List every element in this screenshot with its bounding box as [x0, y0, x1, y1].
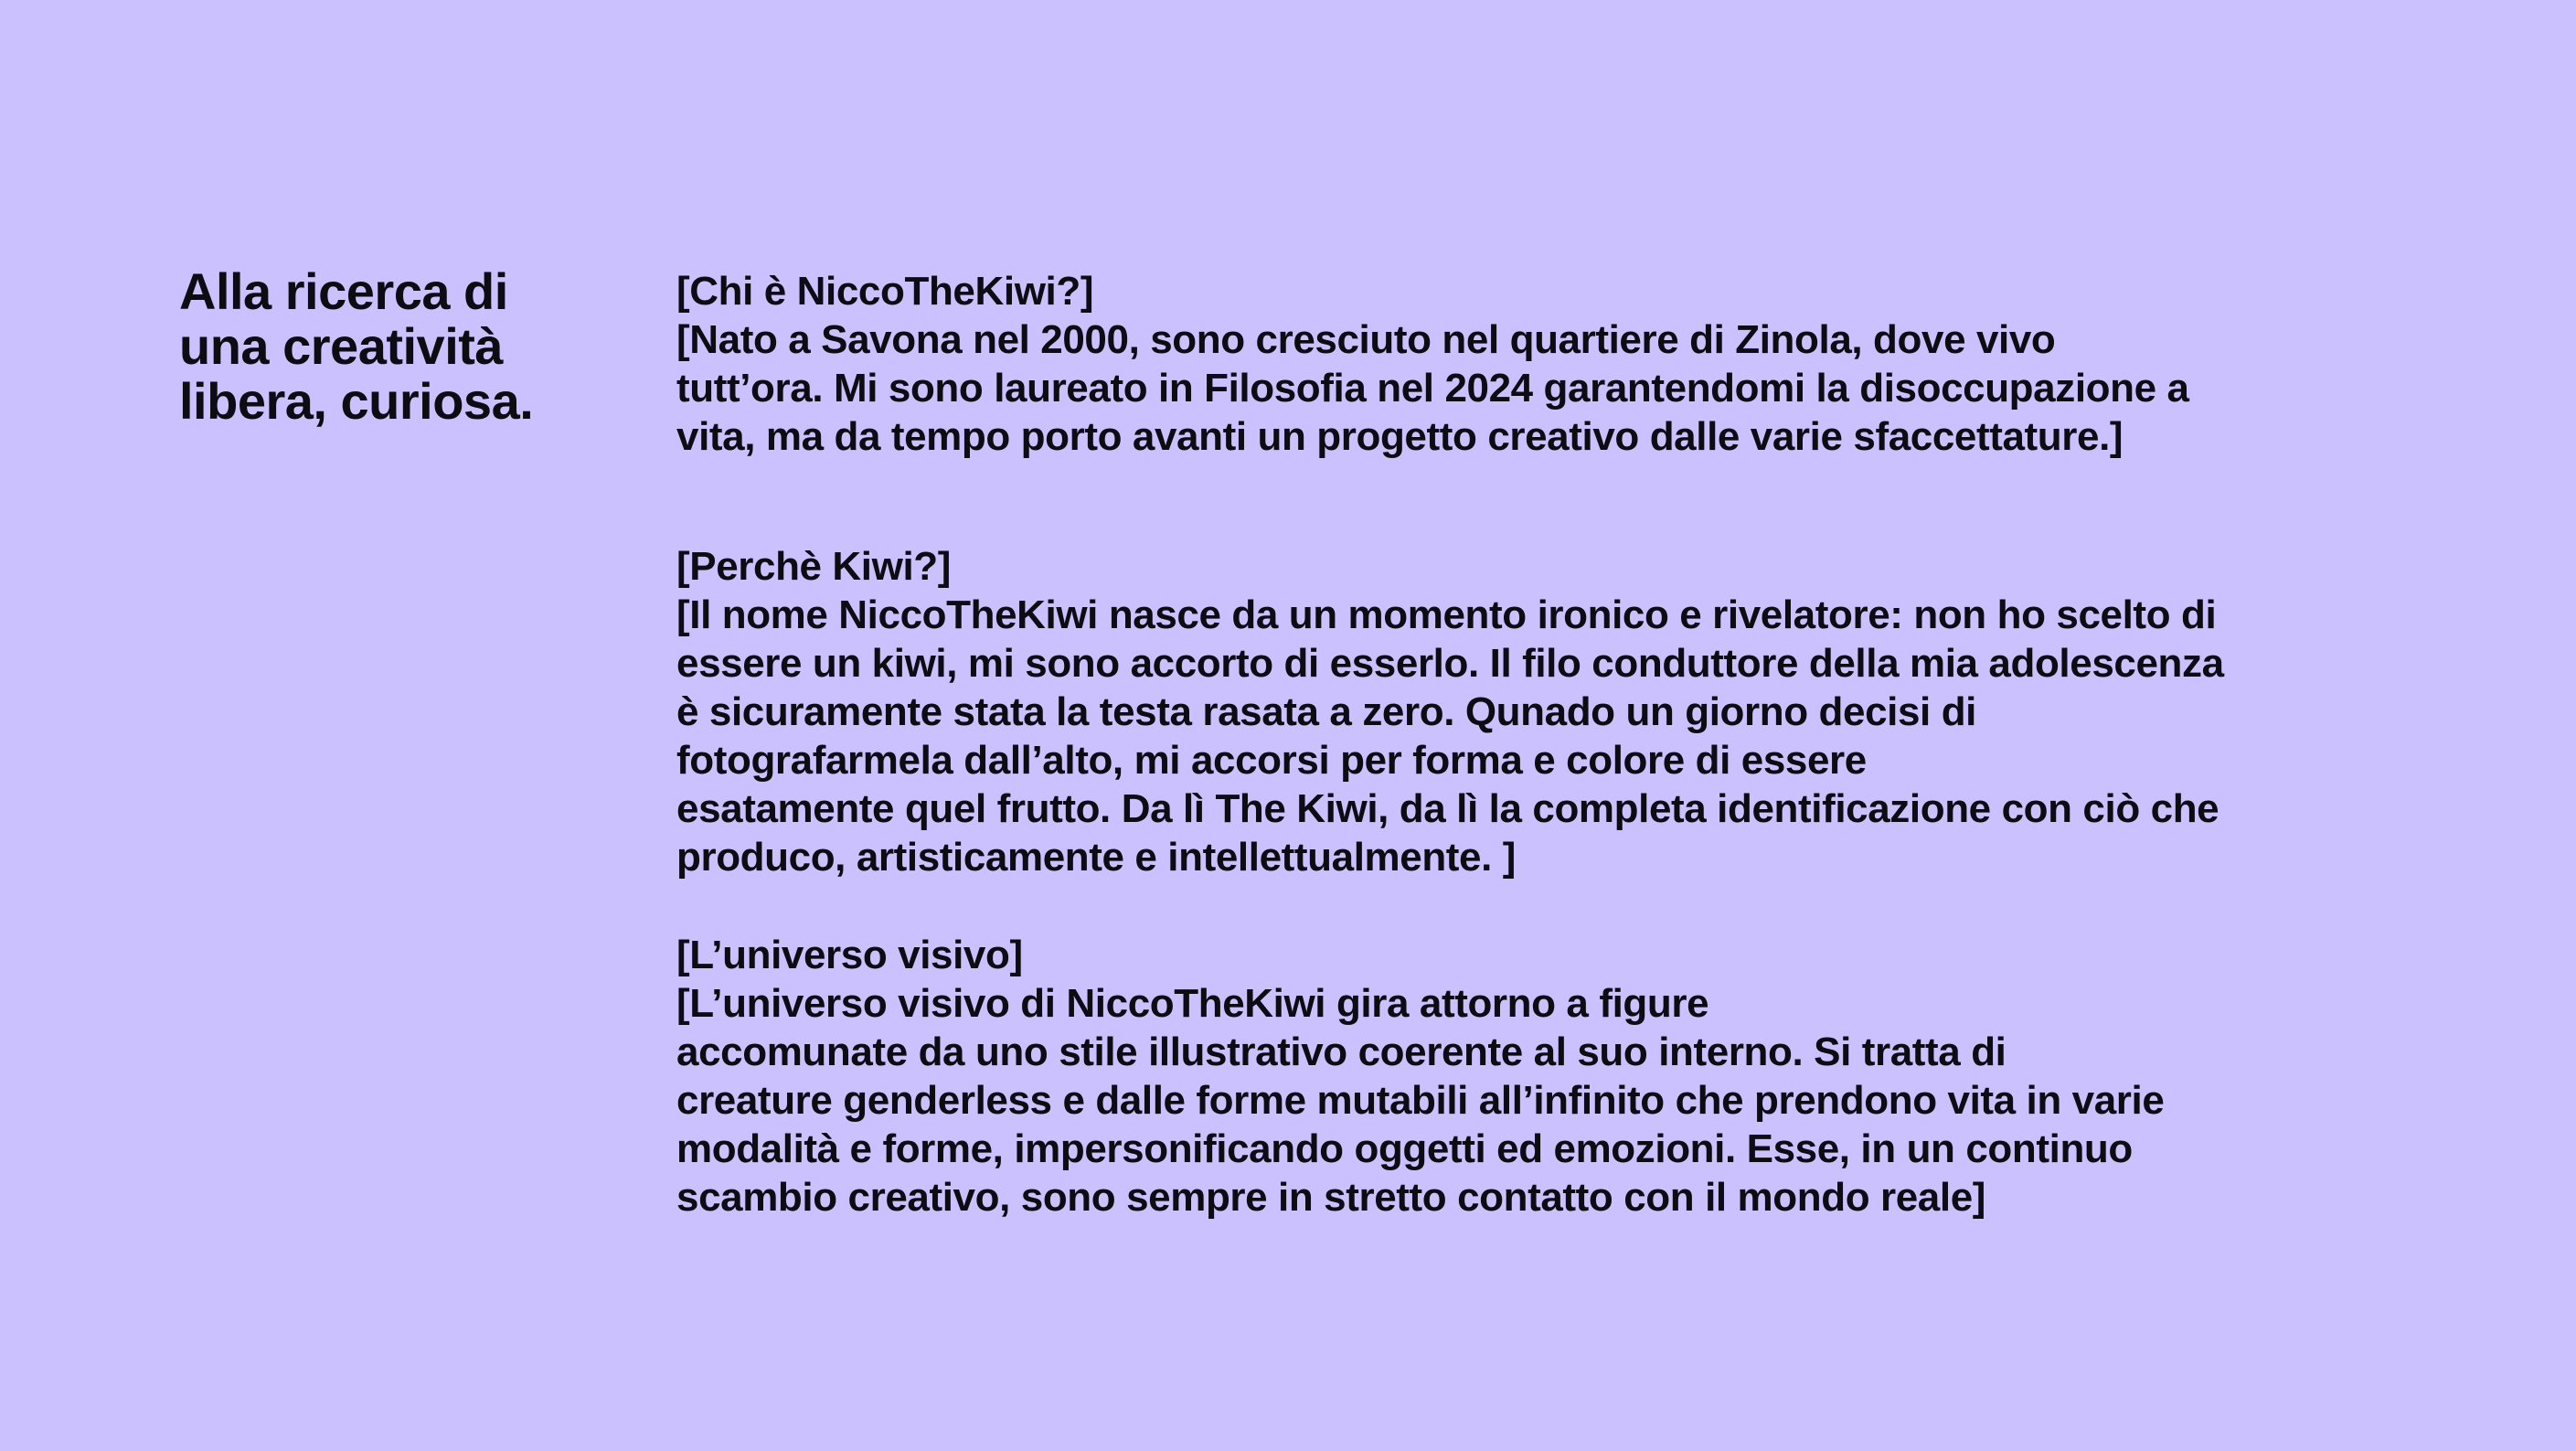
section-title: [L’universo visivo]	[676, 933, 1023, 977]
section-body	[676, 979, 2413, 1222]
body-line: [Il nome NiccoTheKiwi nasce da un momento ironico e rivelatore: non ho scelto di	[676, 592, 2217, 637]
section-universo-visivo	[676, 931, 2413, 1222]
body-line: [L’universo visivo di NiccoTheKiwi gira attorno a figure	[676, 981, 1709, 1026]
body-line: esatamente quel frutto. Da lì The Kiwi, da lì la completa identificazione con ciò che	[676, 786, 2219, 831]
body-line: creature genderless e dalle forme mutabili all’infinito che prendono vita in varie	[676, 1078, 2165, 1123]
body-line: accomunate da uno stile illustrativo coerente al suo interno. Si tratta di	[676, 1030, 2007, 1074]
body-line: fotografarmela dall’alto, mi accorsi per forma e colore di essere	[676, 738, 1867, 783]
body-line: produco, artisticamente e intellettualmente. ]	[676, 835, 1517, 880]
section-perche-kiwi	[676, 542, 2413, 881]
body-line: essere un kiwi, mi sono accorto di esserlo. Il filo conduttore della mia adolescenza	[676, 641, 2224, 686]
tagline-line: libera, curiosa.	[179, 372, 534, 430]
body-line: è sicuramente stata la testa rasata a zero. Qunado un giorno decisi di	[676, 689, 1977, 734]
section-body	[676, 591, 2413, 881]
tagline-line: una creatività	[179, 317, 504, 375]
body-line: scambio creativo, sono sempre in stretto contatto con il mondo reale]	[676, 1175, 1986, 1220]
section-title: [Perchè Kiwi?]	[676, 544, 952, 589]
section-body	[676, 315, 2413, 461]
tagline-heading	[179, 264, 600, 429]
body-line: vita, ma da tempo porto avanti un progetto creativo dalle varie sfaccettature.]	[676, 414, 2124, 459]
body-line: modalità e forme, impersonificando oggetti ed emozioni. Esse, in un continuo	[676, 1126, 2133, 1171]
body-line: tutt’ora. Mi sono laureato in Filosofia nel 2024 garantendomi la disoccupazione a	[676, 366, 2189, 411]
body-line: [Nato a Savona nel 2000, sono cresciuto nel quartiere di Zinola, dove vivo	[676, 317, 2056, 362]
tagline-line: Alla ricerca di	[179, 262, 508, 320]
section-title: [Chi è NiccoTheKiwi?]	[676, 269, 1094, 314]
section-chi-e	[676, 267, 2413, 461]
